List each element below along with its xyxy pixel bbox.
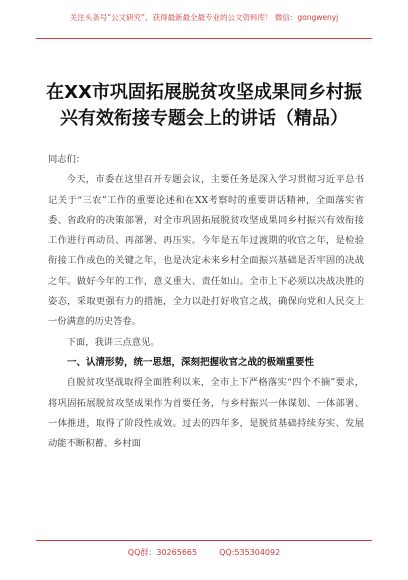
footer-qq-contact: QQ:535304092 bbox=[219, 548, 281, 557]
section-heading: 一、认清形势，统一思想，深刻把握收官之战的极端重要性 bbox=[67, 356, 315, 368]
document-body bbox=[48, 150, 364, 454]
document-title: 在XX市巩固拓展脱贫攻坚成果同乡村振兴有效衔接专题会上的讲话（精品） bbox=[46, 82, 362, 129]
top-banner: 关注头条号“公文研究”，获得最新最全最专业的公文资料库！ 微信：gongwenyj bbox=[69, 13, 339, 22]
footer bbox=[0, 547, 408, 558]
salutation: 同志们： bbox=[48, 154, 86, 165]
body-paragraph: 自脱贫攻坚战取得全面胜利以来，全市上下严格落实“四个不摘”要求，将巩固拓展脱贫攻坚成果作为首要任务，与乡村振兴一体谋划、一体部署、一体推进，取得了阶段性成效。过去的四年多，是脱贫基础持续夯实、发展动能不断积蓄、乡村面 bbox=[48, 377, 364, 450]
footer-qq-group: QQ群：30265665 bbox=[127, 548, 198, 557]
body-paragraph: 今天，市委在这里召开专题会议，主要任务是深入学习贯彻习近平总书记关于“三农”工作的重要论述和在XX考察时的重要讲话精神，全面落实省委、省政府的决策部署，对全市巩固拓展脱贫攻坚成果同乡村振兴有效衔接工作进行再动员、再部署、再压实。今年是五年过渡期的收官之年，是检验衔接工作成色的关键之年，也是决定未来乡村全面振兴基础是否牢固的决战之年。做好今年的工作，意义重大、责任如山。全市上下必须以决战决胜的姿态，采取更强有力的措施，全力以赴打好收官之战，确保向党和人民交上一份满意的历史答卷。 bbox=[48, 174, 364, 328]
top-divider bbox=[36, 38, 372, 39]
bottom-divider bbox=[36, 540, 372, 541]
body-paragraph: 下面，我讲三点意见。 bbox=[66, 336, 160, 348]
